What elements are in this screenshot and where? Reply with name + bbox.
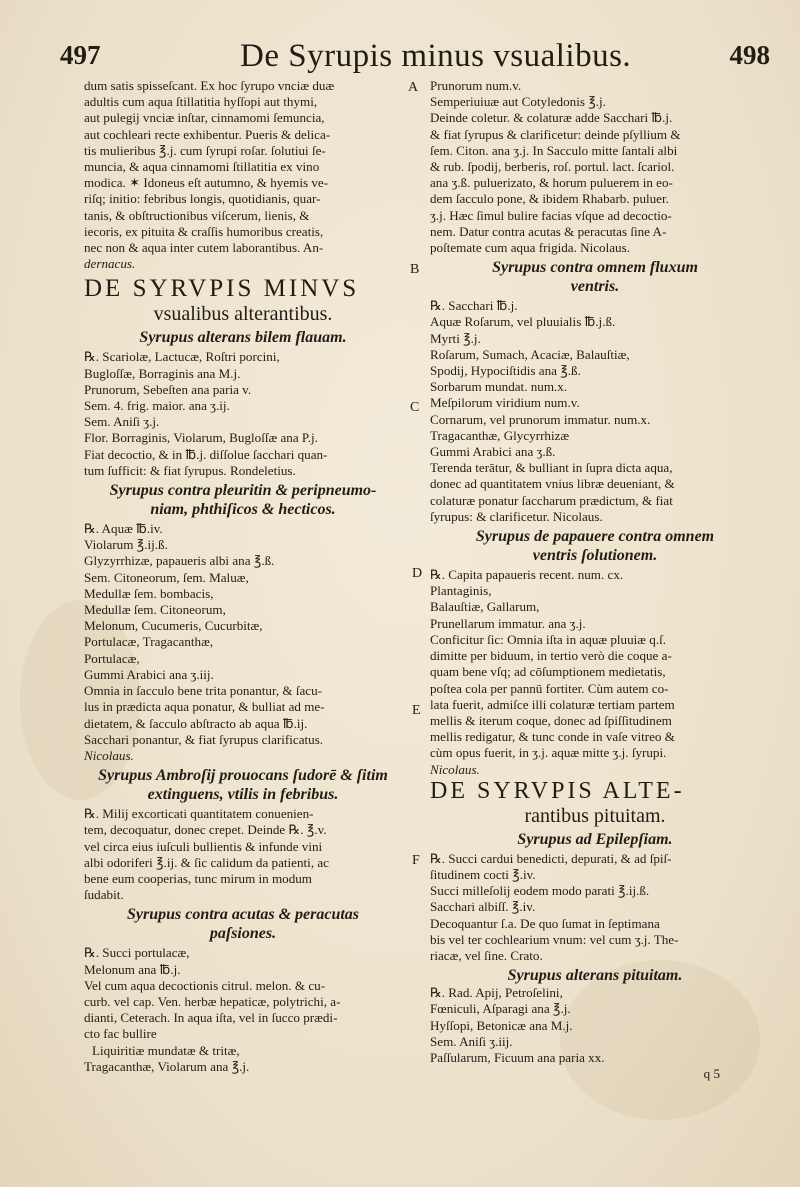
- recipe-line: Sem. 4. frig. maior. ana ʒ.ij.: [84, 398, 230, 414]
- running-title: De Syrupis minus vsualibus.: [240, 38, 632, 74]
- recipe-line: vel circa eius iuſculi bullientis & infunde vini: [84, 838, 323, 854]
- recipe-line: Balauſtiæ, Gallarum,: [430, 599, 540, 615]
- text-line: ſem. Citon. ana ʒ.j. In Sacculo mitte ſantali albi: [430, 142, 678, 158]
- section-heading: DE SYRVPIS MINVS: [84, 275, 360, 303]
- recipe-line: ℞. Scariolæ, Lactucæ, Roſtri porcini,: [84, 349, 280, 365]
- recipe-line: mellis redigatur, & tunc conde in vaſe vitreo &: [430, 729, 675, 745]
- recipe-line: quam bene vſq; ad cōſumptionem medietatis,: [430, 664, 666, 680]
- recipe-line: ℞. Aquæ ℔.iv.: [84, 521, 163, 537]
- recipe-line: Portulacæ,: [84, 650, 140, 666]
- margin-letter: E: [412, 703, 421, 718]
- recipe-line: Omnia in ſacculo bene trita ponantur, & ſacu-: [84, 683, 322, 699]
- recipe-line: Hyſſopi, Betonicæ ana M.j.: [430, 1017, 573, 1033]
- recipe-line: Succi milleſolij eodem modo parati ℥.ij.ß.: [430, 883, 650, 899]
- recipe-line: curb. vel cap. Ven. herbæ hepaticæ, polytrichi, a-: [84, 993, 341, 1009]
- recipe-line: Melonum, Cucumeris, Cucurbitæ,: [84, 618, 263, 634]
- section-heading: DE SYRVPIS ALTE-: [430, 777, 685, 804]
- recipe-line: ℞. Rad. Apij, Petroſelini,: [430, 985, 563, 1001]
- recipe-title-cont: extinguens, vtilis in febribus.: [147, 786, 339, 804]
- recipe-line: ſudabit.: [84, 887, 124, 903]
- recipe-line: ſyrupus: & clarificetur. Nicolaus.: [430, 508, 603, 524]
- recipe-line: ℞. Succi portulacæ,: [84, 945, 190, 961]
- text-line: Semperiuiuæ aut Cotyledonis ℥.j.: [430, 94, 606, 110]
- recipe-line: riacæ, vel ſine. Crato.: [430, 947, 543, 963]
- page-number-right: 498: [729, 40, 770, 70]
- text-line: modica. ✶ Idoneus eſt autumno, & hyemis ve-: [84, 175, 329, 191]
- recipe-line: colaturæ ponatur ſaccharum prædictum, & fiat: [430, 492, 673, 508]
- catchword: q 5: [703, 1066, 720, 1082]
- recipe-title: Syrupus alterans pituitam.: [507, 967, 683, 985]
- text-line: tanis, & obſtructionibus viſcerum, lienis, &: [84, 207, 310, 223]
- recipe-line: Sacchari albiſſ. ℥.iv.: [430, 899, 536, 915]
- text-line: dum satis spisseſcant. Ex hoc ſyrupo vnciæ duæ: [84, 78, 335, 93]
- recipe-title: Syrupus contra acutas & peracutas: [126, 906, 360, 924]
- recipe-line: bene eum cooperias, tunc mirum in modum: [84, 870, 312, 886]
- recipe-line: Portulacæ, Tragacanthæ,: [84, 634, 214, 650]
- recipe-line: Sem. Citoneorum, ſem. Maluæ,: [84, 569, 249, 585]
- recipe-line: lus in prædicta aqua ponatur, & bulliat ad me-: [84, 699, 325, 715]
- text-line: riſq; initio: febribus longis, quotidianis, quar-: [84, 191, 321, 207]
- recipe-line: Plantaginis,: [430, 583, 492, 599]
- text-line: muncia, & aqua cinnamomi ſtillatitia ex vino: [84, 159, 320, 175]
- recipe-line: Meſpilorum viridium num.v.: [430, 395, 580, 411]
- recipe-line: Sorbarum mundat. num.x.: [430, 379, 568, 395]
- recipe-line: ℞. Milij excorticati quantitatem conuenien-: [84, 806, 314, 822]
- text-line: ana ʒ.ß. puluerizato, & horum puluerem in eo-: [430, 175, 673, 191]
- recipe-line: Gummi Arabici ana ʒ.ß.: [430, 444, 556, 460]
- recipe-line: Tragacanthæ, Glycyrrhizæ: [430, 427, 570, 443]
- section-subheading: rantibus pituitam.: [524, 804, 666, 827]
- recipe-line: Prunellarum immatur. ana ʒ.j.: [430, 615, 586, 631]
- text-line: dernacus.: [84, 256, 136, 272]
- recipe-line: tem, decoquatur, donec crepet. Deinde ℞. ℥.v.: [84, 822, 327, 838]
- text-line: & fiat ſyrupus & clarificetur: deinde pſyllium &: [430, 126, 681, 142]
- recipe-line: Liquiritiæ mundatæ & tritæ,: [92, 1042, 240, 1058]
- recipe-line: Medullæ ſem. bombacis,: [84, 585, 214, 601]
- recipe-line: Paſſularum, Ficuum ana paria xx.: [430, 1049, 605, 1065]
- recipe-line: dianti, Ceterach. In aqua iſta, vel in ſucco prædi-: [84, 1010, 338, 1026]
- recipe-line: Vel cum aqua decoctionis citrul. melon. & cu-: [84, 977, 326, 993]
- recipe-line: Melonum ana ℔.j.: [84, 961, 181, 977]
- margin-letter: C: [410, 400, 420, 415]
- section-subheading: vsualibus alterantibus.: [153, 303, 333, 326]
- text-line: aut cochleari recte exhibentur. Pueris & delica-: [84, 126, 331, 142]
- margin-letter: B: [410, 262, 420, 277]
- recipe-line: tum ſufficit: & fiat ſyrupus. Rondeletius.: [84, 462, 296, 478]
- recipe-line: Medullæ ſem. Citoneorum,: [84, 602, 226, 618]
- recipe-line: Roſarum, Sumach, Acaciæ, Balauſtiæ,: [430, 346, 630, 362]
- recipe-line: ſitudinem cocti ℥.iv.: [430, 866, 536, 882]
- recipe-line: Glyzyrrhizæ, papaueris albi ana ℥.ß.: [84, 553, 275, 569]
- recipe-line: Myrti ℥.j.: [430, 330, 481, 346]
- running-header: [60, 38, 770, 78]
- text-line: Deinde coletur. & colaturæ adde Sacchari ℔.j.: [430, 110, 673, 126]
- recipe-line: bis vel ter cochlearium vnum: vel cum ʒ.j. The-: [430, 931, 679, 947]
- recipe-line: dietatem, & ſacculo abſtracto ab aqua ℔.ij.: [84, 715, 308, 731]
- recipe-title: Syrupus contra omnem fluxum: [492, 259, 698, 277]
- text-line: iecoris, ex pituita & craſſis humoribus creatis,: [84, 223, 324, 239]
- recipe-line: Terenda terātur, & bulliant in ſupra dicta aqua,: [430, 460, 673, 476]
- recipe-title-cont: niam, phthiſicos & hecticos.: [150, 501, 336, 519]
- recipe-line: donec ad quantitatem vnius libræ deueniant, &: [430, 476, 675, 492]
- text-line: aut pulegij vnciæ inſtar, cinnamomi ſemuncia,: [84, 110, 325, 126]
- text-line: Prunorum num.v.: [430, 78, 522, 93]
- text-line: & rub. ſpodij, berberis, roſ. portul. lact. ſcariol.: [430, 159, 675, 175]
- recipe-line: Sem. Aniſi ʒ.j.: [84, 414, 160, 430]
- text-line: nec non & aqua inter cutem laborantibus. An-: [84, 240, 324, 256]
- recipe-line: Fœniculi, Aſparagi ana ℥.j.: [430, 1001, 571, 1017]
- recipe-author: Nicolaus.: [430, 761, 480, 777]
- recipe-title: Syrupus ad Epilepſiam.: [517, 830, 673, 848]
- text-line: adultis cum aqua ſtillatitia hyſſopi aut thymi,: [84, 94, 318, 110]
- recipe-line: Spodij, Hypociſtidis ana ℥.ß.: [430, 363, 581, 379]
- page-number-left: 497: [60, 40, 101, 70]
- recipe-line: Tragacanthæ, Violarum ana ℥.j.: [84, 1058, 250, 1074]
- recipe-line: cto fac bullire: [84, 1026, 157, 1042]
- recipe-line: Decoquantur ſ.a. De quo ſumat in ſeptimana: [430, 915, 660, 931]
- text-line: ʒ.j. Hæc ſimul bulire facias vſque ad decoctio-: [430, 207, 672, 223]
- recipe-line: ℞. Sacchari ℔.j.: [430, 298, 518, 314]
- right-column: [430, 78, 760, 1082]
- margin-letter: D: [412, 566, 423, 581]
- margin-letter: A: [408, 80, 419, 95]
- recipe-title: Syrupus Ambroſij prouocans ſudorē & ſitim: [98, 767, 388, 785]
- text-line: poſtemate cum aqua frigida. Nicolaus.: [430, 240, 630, 256]
- margin-letter: F: [412, 853, 420, 868]
- recipe-line: mellis & iterum coque, donec ad ſpiſſitudinem: [430, 712, 672, 728]
- recipe-line: Fiat decoctio, & in ℔.j. diſſolue ſacchari quan-: [84, 446, 328, 462]
- recipe-line: Violarum ℥.ij.ß.: [84, 537, 168, 553]
- recipe-line: Conficitur ſic: Omnia iſta in aquæ pluuiæ q.ſ.: [430, 631, 667, 647]
- text-line: tis mulieribus ℥.j. cum ſyrupi roſar. ſolutiui ſe-: [84, 142, 326, 158]
- recipe-line: Gummi Arabici ana ʒ.iij.: [84, 666, 214, 682]
- recipe-title: Syrupus contra pleuritin & peripneumo-: [109, 482, 377, 500]
- recipe-line: Sem. Aniſi ʒ.iij.: [430, 1033, 513, 1049]
- recipe-line: Prunorum, Sebeſten ana paria v.: [84, 381, 252, 397]
- recipe-line: ℞. Capita papaueris recent. num. cx.: [430, 567, 624, 583]
- recipe-line: Aquæ Roſarum, vel pluuialis ℔.j.ß.: [430, 314, 616, 330]
- recipe-author: Nicolaus.: [84, 747, 134, 763]
- recipe-title-cont: ventris.: [570, 278, 620, 296]
- recipe-line: Sacchari ponantur, & fiat ſyrupus clarificatus.: [84, 731, 324, 747]
- recipe-line: ℞. Succi cardui benedicti, depurati, & ad ſpiſ-: [430, 850, 672, 866]
- recipe-line: dimitte per biduum, in tertio verò die coque a-: [430, 648, 672, 664]
- recipe-line: lata fuerit, admiſce illi colaturæ tertiam partem: [430, 696, 675, 712]
- recipe-line: Flor. Borraginis, Violarum, Bugloſſæ ana P.j.: [84, 430, 318, 446]
- recipe-title-cont: paſsiones.: [209, 925, 277, 943]
- recipe-title: Syrupus de papauere contra omnem: [475, 528, 715, 546]
- text-line: nem. Datur contra acutas & peracutas ſine A-: [430, 223, 667, 239]
- recipe-line: Cornarum, vel prunorum immatur. num.x.: [430, 411, 651, 427]
- recipe-title-cont: ventris ſolutionem.: [532, 547, 658, 565]
- recipe-line: albi odoriferi ℥.ij. & ſic calidum da patienti, ac: [84, 854, 329, 870]
- recipe-line: cùm opus fuerit, in ʒ.j. aquæ mitte ʒ.j. ſyrupi.: [430, 745, 667, 761]
- recipe-line: Bugloſſæ, Borraginis ana M.j.: [84, 365, 241, 381]
- recipe-title: Syrupus alterans bilem flauam.: [139, 329, 347, 347]
- left-column: [84, 78, 402, 1075]
- recipe-line: poſtea cola per pannū fortiter. Cùm autem co-: [430, 680, 669, 696]
- text-line: dem ſacculo pone, & ibidem Rhabarb. puluer.: [430, 191, 669, 207]
